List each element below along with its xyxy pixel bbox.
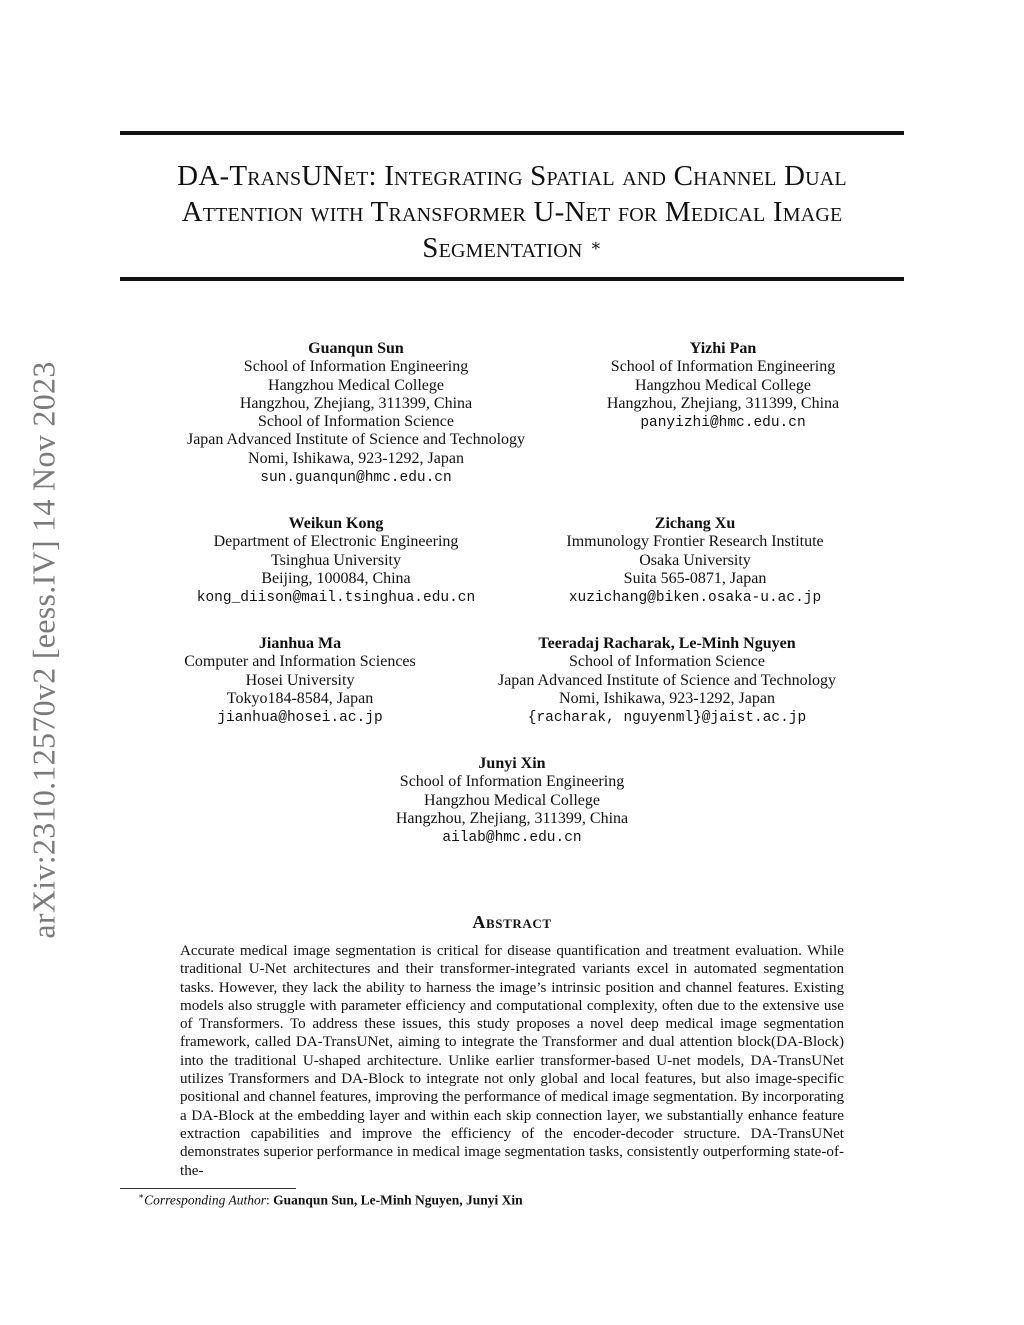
title-line-3: Segmentation ∗ [422, 232, 602, 264]
author-email: ailab@hmc.edu.cn [442, 830, 582, 847]
author-block [583, 340, 863, 432]
author-name: Guanqun Sun [308, 340, 404, 357]
author-affiliation: Immunology Frontier Research Institute [566, 533, 824, 551]
abstract-text: Accurate medical image segmentation is critical for disease quantification and treatment evaluation. While traditional U-Net architectures and their transformer-integrated variants excel in automated segmentation tasks. However, they lack the ability to harness the image’s intrinsic position and channel features. Existing models also struggle with parameter efficiency and computational complexity, often due to the extensive use of Transformers. To address these issues, this study proposes a novel deep medical image segmentation framework, called DA-TransUNet, aiming to integrate the Transformer and dual attention block(DA-Block) into the traditional U-shaped architecture. Unlike earlier transformer-based U-net models, DA-TransUNet utilizes Transformers and DA-Block to integrate not only global and local features, but also image-specific positional and channel features, improving the performance of medical image segmentation. By incorporating a DA-Block at the embedding layer and within each skip connection layer, we substantially enhance feature extraction capabilities and improve the efficiency of the encoder-decoder structure. DA-TransUNet demonstrates superior performance in medical image segmentation tasks, consistently outperforming state-of-the- [180, 943, 844, 1179]
footnote-names: Guanqun Sun, Le-Minh Nguyen, Junyi Xin [273, 1192, 523, 1208]
author-affiliation: Nomi, Ishikawa, 923-1292, Japan [248, 449, 464, 467]
paper-title [120, 158, 904, 266]
footnote-label: Corresponding Author [144, 1192, 267, 1208]
author-affiliation: Tokyo184-8584, Japan [226, 689, 374, 707]
author-block [482, 635, 852, 727]
author-affiliation: Hangzhou, Zhejiang, 311399, China [395, 809, 629, 827]
author-affiliation: Beijing, 100084, China [261, 569, 411, 587]
author-name: Teeradaj Racharak, Le-Minh Nguyen [538, 635, 796, 652]
footnote-rule [120, 1188, 296, 1189]
arxiv-identifier-text: arXiv:2310.12570v2 [eess.IV] 14 Nov 2023 [25, 361, 62, 939]
author-affiliation: Hangzhou Medical College [635, 376, 811, 394]
author-affiliation: Japan Advanced Institute of Science and Technology [497, 671, 837, 689]
author-affiliation: School of Information Engineering [399, 773, 625, 791]
title-line-1: DA-TransUNet: Integrating Spatial and Channel Dual [177, 160, 847, 192]
footnote: ∗Corresponding Author: Guanqun Sun, Le-Minh Nguyen, Junyi Xin [138, 1191, 523, 1208]
author-email: jianhua@hosei.ac.jp [217, 710, 383, 727]
author-affiliation: Nomi, Ishikawa, 923-1292, Japan [559, 689, 775, 707]
author-email: xuzichang@biken.osaka-u.ac.jp [568, 590, 822, 607]
author-affiliation: School of Information Engineering [610, 358, 836, 376]
author-affiliation: Computer and Information Sciences [184, 653, 416, 671]
author-name: Yizhi Pan [689, 340, 757, 357]
author-affiliation: School of Information Engineering [243, 358, 469, 376]
author-affiliation: Hangzhou, Zhejiang, 311399, China [606, 394, 840, 412]
author-name: Junyi Xin [478, 755, 546, 772]
author-block [372, 755, 652, 847]
author-affiliation: Hangzhou, Zhejiang, 311399, China [239, 394, 473, 412]
author-affiliation: Japan Advanced Institute of Science and Technology [186, 431, 526, 449]
title-top-rule [120, 131, 904, 135]
author-block [176, 340, 536, 487]
author-name: Jianhua Ma [258, 635, 342, 652]
arxiv-identifier [20, 345, 68, 955]
title-bottom-rule [120, 277, 904, 281]
author-affiliation: Hangzhou Medical College [424, 791, 600, 809]
title-footnote-mark: ∗ [589, 236, 602, 255]
author-name: Zichang Xu [654, 515, 736, 532]
author-block [549, 515, 841, 607]
author-affiliation: Suita 565-0871, Japan [623, 569, 767, 587]
author-email: {racharak, nguyenml}@jaist.ac.jp [527, 710, 807, 727]
author-email: kong_diison@mail.tsinghua.edu.cn [196, 590, 476, 607]
abstract-heading: Abstract [472, 912, 552, 932]
author-affiliation: Department of Electronic Engineering [213, 533, 459, 551]
author-email: sun.guanqun@hmc.edu.cn [260, 470, 452, 487]
author-email: panyizhi@hmc.edu.cn [640, 415, 806, 432]
author-affiliation: Osaka University [639, 551, 751, 569]
author-affiliation: School of Information Science [569, 653, 765, 671]
author-affiliation: Hosei University [245, 671, 355, 689]
author-affiliation: School of Information Science [258, 413, 454, 431]
author-affiliation: Hangzhou Medical College [268, 376, 444, 394]
author-block [186, 515, 486, 607]
title-line-2: Attention with Transformer U-Net for Medical Image [181, 196, 843, 228]
footnote-mark: ∗ [138, 1191, 145, 1201]
author-block [170, 635, 430, 727]
author-name: Weikun Kong [288, 515, 384, 532]
author-affiliation: Tsinghua University [271, 551, 401, 569]
